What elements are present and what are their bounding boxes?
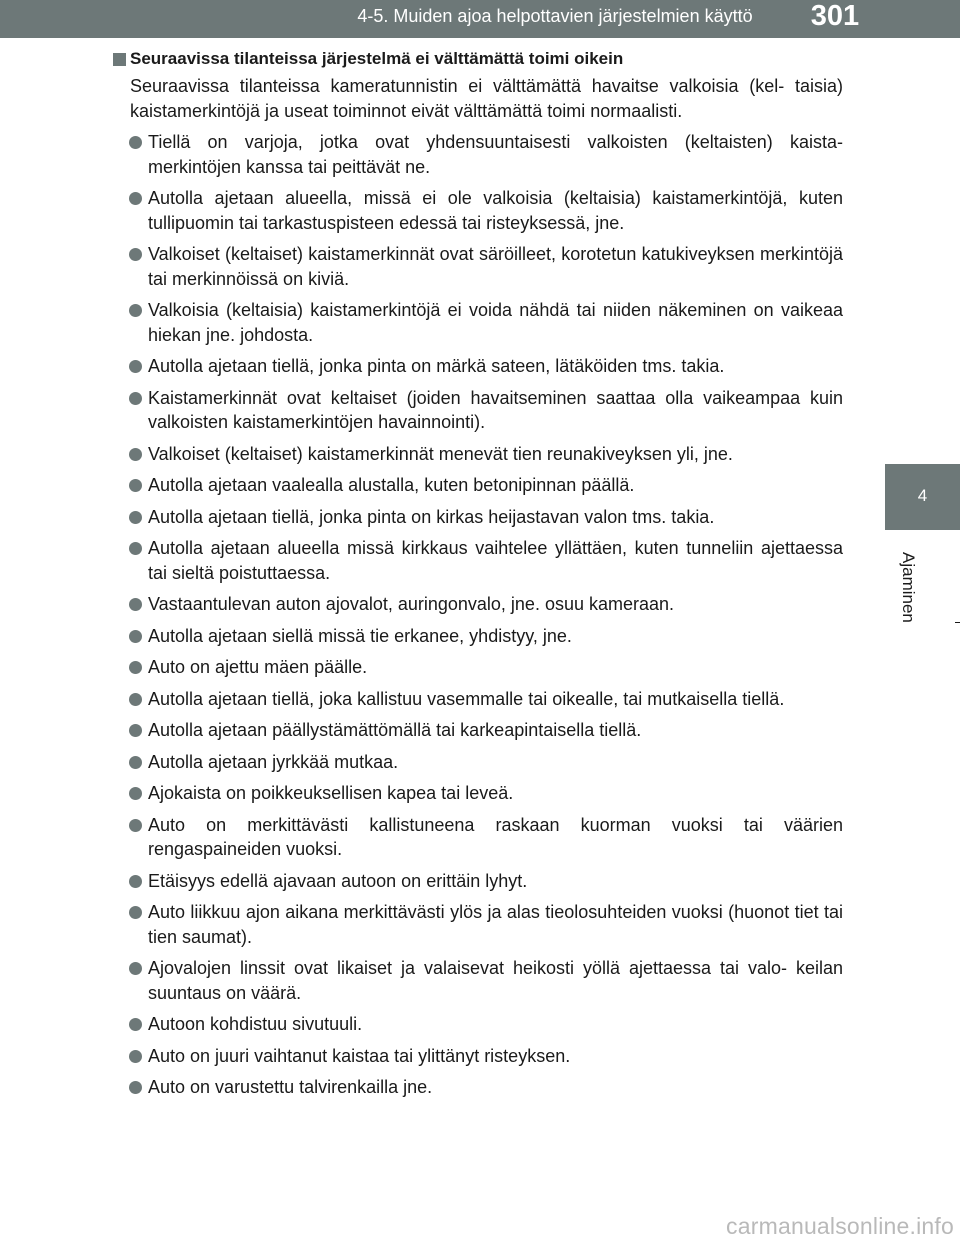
section-heading-text: Seuraavissa tilanteissa järjestelmä ei välttämättä toimi oikein bbox=[130, 49, 624, 68]
round-bullet-icon bbox=[129, 192, 142, 205]
condition-list bbox=[112, 130, 843, 1100]
round-bullet-icon bbox=[129, 787, 142, 800]
round-bullet-icon bbox=[129, 360, 142, 373]
round-bullet-icon bbox=[129, 1050, 142, 1063]
round-bullet-icon bbox=[129, 661, 142, 674]
chapter-tick bbox=[955, 622, 960, 623]
round-bullet-icon bbox=[129, 756, 142, 769]
list-item bbox=[112, 386, 843, 435]
list-item bbox=[112, 781, 843, 806]
list-item-text: Ajovalojen linssit ovat likaiset ja valaisevat heikosti yöllä ajettaessa tai valo- keilan suuntaus on väärä. bbox=[148, 958, 843, 1003]
round-bullet-icon bbox=[129, 693, 142, 706]
round-bullet-icon bbox=[129, 630, 142, 643]
list-item bbox=[112, 354, 843, 379]
list-item-text: Autolla ajetaan tiellä, joka kallistuu vasemmalle tai oikealle, tai mutkaisella tiellä. bbox=[148, 688, 785, 709]
round-bullet-icon bbox=[129, 598, 142, 611]
round-bullet-icon bbox=[129, 448, 142, 461]
list-item bbox=[112, 536, 843, 585]
list-item-text: Kaistamerkinnät ovat keltaiset (joiden havaitseminen saattaa olla vaikeampaa kuin valkoisten kaistamerkintöjen havainnointi). bbox=[148, 387, 843, 432]
list-item bbox=[112, 655, 843, 680]
list-item-text: Valkoisia (keltaisia) kaistamerkintöjä ei voida nähdä tai niiden näkeminen on vaikeaa hiekan jne. johdosta. bbox=[148, 300, 843, 345]
list-item-text: Tiellä on varjoja, jotka ovat yhdensuuntaisesti valkoisten (keltaisten) kaista- merkintöjen kanssa tai peittävät ne. bbox=[148, 132, 843, 177]
list-item-text: Auto liikkuu ajon aikana merkittävästi ylös ja alas tieolosuhteiden vuoksi (huonot tiet tai tien saumat). bbox=[148, 902, 843, 947]
round-bullet-icon bbox=[129, 962, 142, 975]
round-bullet-icon bbox=[129, 479, 142, 492]
list-item bbox=[112, 869, 843, 894]
list-item-text: Auto on merkittävästi kallistuneena raskaan kuorman vuoksi tai väärien rengaspaineiden vuoksi. bbox=[148, 814, 843, 859]
header-title: 4-5. Muiden ajoa helpottavien järjestelmien käyttö bbox=[357, 6, 753, 26]
list-item bbox=[112, 624, 843, 649]
list-item bbox=[112, 442, 843, 467]
list-item-text: Auto on varustettu talvirenkailla jne. bbox=[148, 1077, 433, 1097]
section-intro: Seuraavissa tilanteissa kameratunnistin ei välttämättä havaitse valkoisia (kel- taisia) kaistamerkintöjä ja useat toiminnot eivät välttämättä toimi normaalisti. bbox=[130, 76, 843, 121]
list-item bbox=[112, 956, 843, 1005]
chapter-tab bbox=[885, 464, 960, 530]
list-item bbox=[112, 1075, 843, 1100]
list-item-text: Ajokaista on poikkeuksellisen kapea tai leveä. bbox=[148, 783, 514, 803]
list-item bbox=[112, 1012, 843, 1037]
list-item bbox=[112, 1044, 843, 1069]
list-item bbox=[112, 473, 843, 498]
round-bullet-icon bbox=[129, 511, 142, 524]
list-item bbox=[112, 900, 843, 949]
list-item bbox=[112, 750, 843, 775]
list-item-text: Autolla ajetaan alueella, missä ei ole valkoisia (keltaisia) kaistamerkintöjä, kuten tullipuomin tai tarkastuspisteen edessä tai risteyksessä, jne. bbox=[148, 188, 843, 233]
section-heading bbox=[112, 47, 843, 71]
square-bullet-icon bbox=[113, 53, 126, 66]
round-bullet-icon bbox=[129, 392, 142, 405]
list-item-text: Autolla ajetaan siellä missä tie erkanee, yhdistyy, jne. bbox=[148, 625, 572, 646]
list-item-text: Autolla ajetaan tiellä, jonka pinta on märkä sateen, lätäköiden tms. takia. bbox=[148, 356, 725, 376]
list-item-text: Etäisyys edellä ajavaan autoon on erittäin lyhyt. bbox=[148, 870, 528, 891]
list-item-text: Autolla ajetaan alueella missä kirkkaus vaihtelee yllättäen, kuten tunneliin ajettaessa tai sieltä poistuttaessa. bbox=[148, 538, 843, 583]
round-bullet-icon bbox=[129, 304, 142, 317]
round-bullet-icon bbox=[129, 1081, 142, 1094]
list-item-text: Autolla ajetaan päällystämättömällä tai karkeapintaisella tiellä. bbox=[148, 720, 642, 740]
list-item bbox=[112, 186, 843, 235]
list-item-text: Vastaantulevan auton ajovalot, auringonvalo, jne. osuu kameraan. bbox=[148, 594, 675, 614]
list-item bbox=[112, 592, 843, 617]
main-content bbox=[112, 47, 843, 1107]
chapter-number: 4 bbox=[917, 486, 928, 505]
round-bullet-icon bbox=[129, 875, 142, 888]
round-bullet-icon bbox=[129, 1018, 142, 1031]
round-bullet-icon bbox=[129, 136, 142, 149]
list-item-text: Valkoiset (keltaiset) kaistamerkinnät menevät tien reunakiveyksen yli, jne. bbox=[148, 443, 733, 464]
round-bullet-icon bbox=[129, 724, 142, 737]
list-item-text: Autolla ajetaan vaalealla alustalla, kuten betonipinnan päällä. bbox=[148, 475, 635, 495]
list-item-text: Auto on juuri vaihtanut kaistaa tai ylittänyt risteyksen. bbox=[148, 1045, 571, 1066]
list-item bbox=[112, 130, 843, 179]
round-bullet-icon bbox=[129, 542, 142, 555]
list-item bbox=[112, 718, 843, 743]
list-item-text: Valkoiset (keltaiset) kaistamerkinnät ovat säröilleet, korotetun katukiveyksen merkintöjä tai merkinnöissä on kiviä. bbox=[148, 244, 843, 289]
list-item bbox=[112, 505, 843, 530]
chapter-label: Ajaminen bbox=[899, 552, 918, 623]
list-item-text: Autolla ajetaan jyrkkää mutkaa. bbox=[148, 751, 399, 772]
watermark-text: carmanualsonline.info bbox=[726, 1213, 954, 1239]
list-item-text: Autoon kohdistuu sivutuuli. bbox=[148, 1014, 363, 1034]
list-item bbox=[112, 813, 843, 862]
list-item bbox=[112, 298, 843, 347]
list-item-text: Auto on ajettu mäen päälle. bbox=[148, 657, 368, 677]
round-bullet-icon bbox=[129, 819, 142, 832]
page-number: 301 bbox=[810, 0, 860, 32]
list-item bbox=[112, 242, 843, 291]
list-item-text: Autolla ajetaan tiellä, jonka pinta on kirkas heijastavan valon tms. takia. bbox=[148, 506, 715, 527]
round-bullet-icon bbox=[129, 248, 142, 261]
page-header bbox=[0, 0, 960, 38]
round-bullet-icon bbox=[129, 906, 142, 919]
list-item bbox=[112, 687, 843, 712]
